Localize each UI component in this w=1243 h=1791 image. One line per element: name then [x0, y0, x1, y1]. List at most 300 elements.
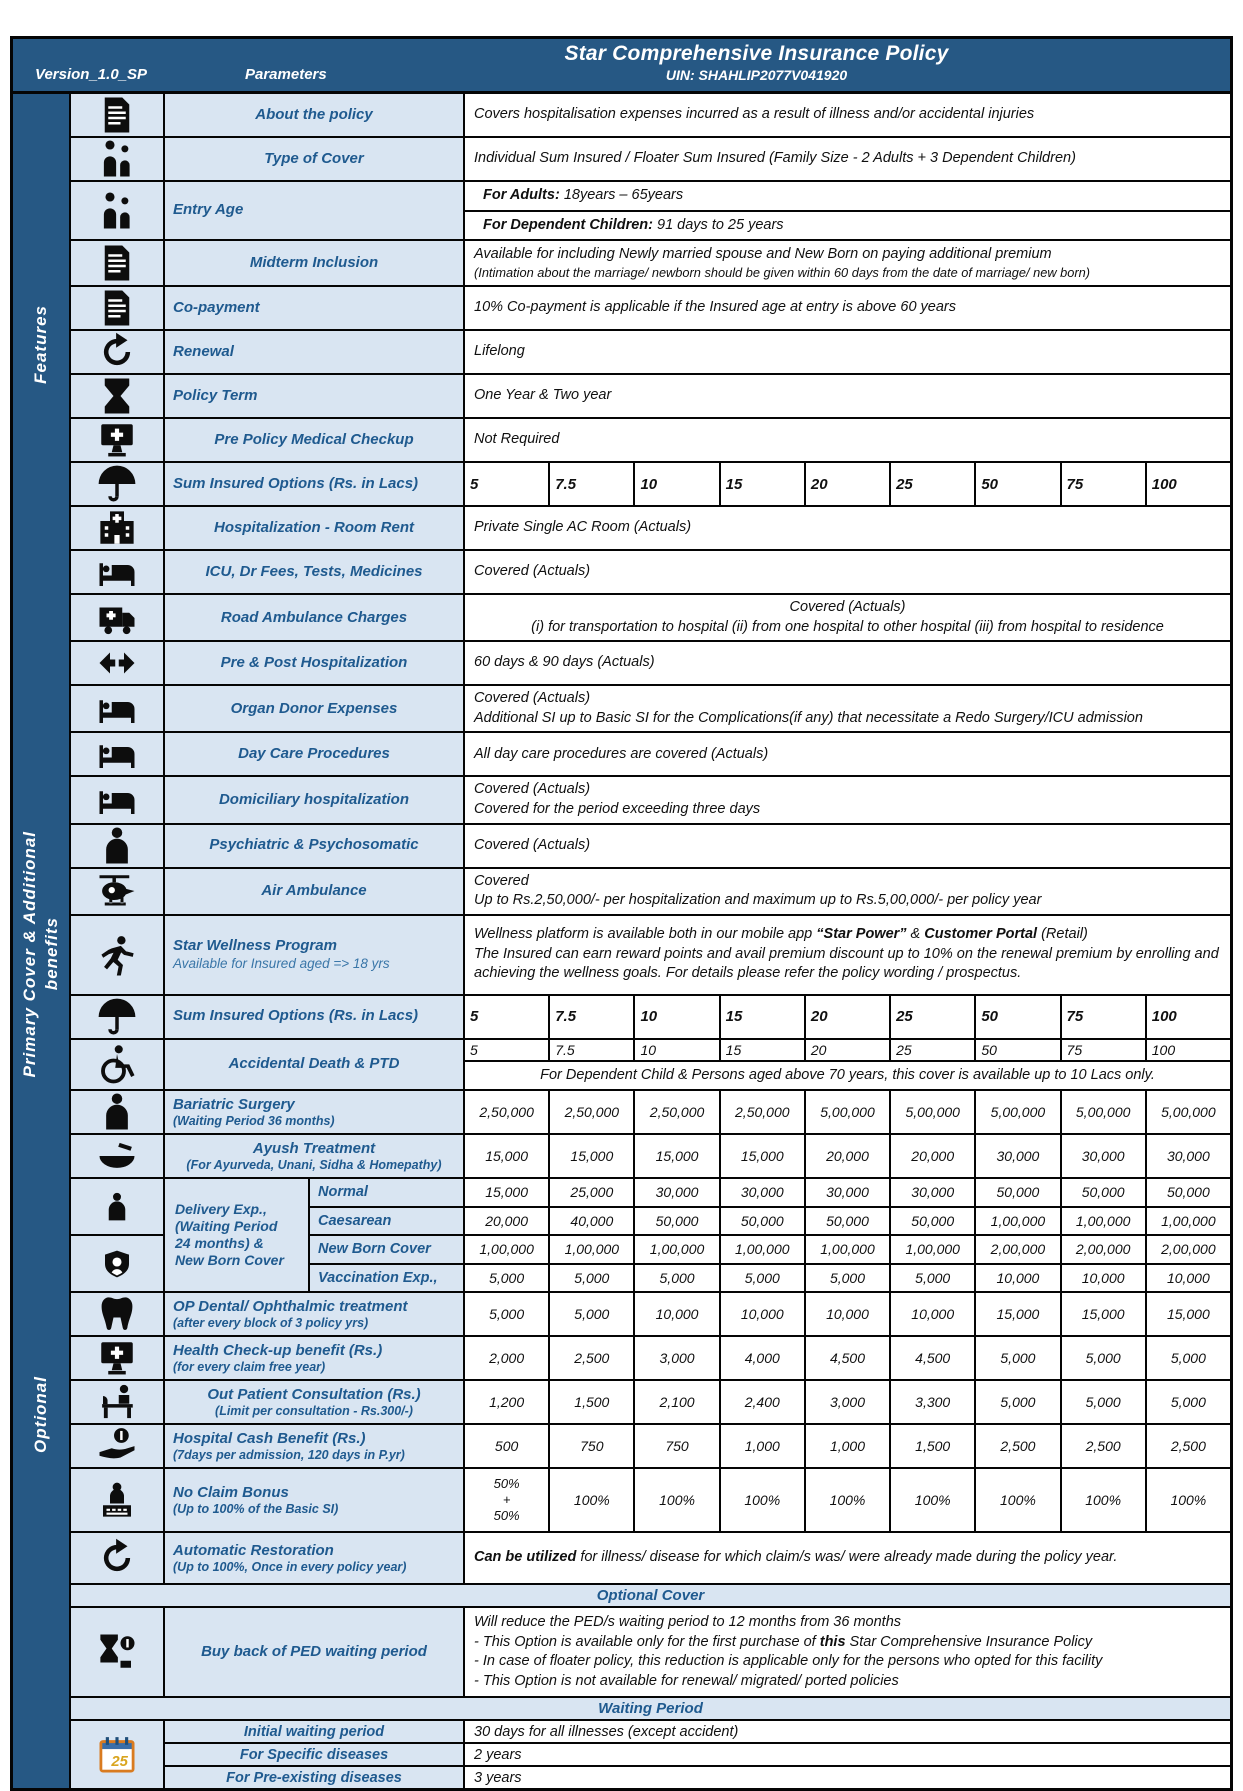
value-cell: 3,000 — [804, 1381, 889, 1423]
value-cell: 5 — [470, 475, 479, 493]
value-cell: 20,000 — [485, 1212, 529, 1229]
value-cell: 2,000 — [489, 1350, 525, 1367]
umbrella-icon — [88, 996, 146, 1038]
delivery-caesarean — [310, 1206, 1230, 1235]
value-cell: 2,00,000 — [1060, 1236, 1145, 1263]
parameter-label-cell — [165, 825, 465, 867]
value-columns — [465, 1337, 1230, 1379]
sheet-header — [13, 39, 1230, 94]
value-cell: 7.5 — [548, 463, 633, 505]
value-cell: 2,50,000 — [548, 1091, 633, 1133]
ambulance-icon — [88, 597, 146, 639]
value-area — [465, 686, 1230, 731]
icon-cell — [71, 1533, 165, 1583]
parameter-label: Ayush Treatment — [252, 1139, 376, 1157]
parameters-column-label: Parameters — [245, 66, 327, 83]
icu-dr-fees-tests-medicines — [71, 549, 1230, 593]
sum-insured-options-1 — [71, 461, 1230, 505]
value-line: Covered (Actuals) — [474, 690, 591, 707]
value-cell: 1,00,000 — [889, 1236, 974, 1263]
value-cell: 15,000 — [719, 1135, 804, 1177]
value-lines — [465, 94, 1230, 136]
value-cell: 15,000 — [633, 1135, 718, 1177]
value-area — [465, 916, 1230, 994]
value-line: Will reduce the PED/s waiting period to 12 months from 36 months — [474, 1614, 902, 1631]
parameter-label: Hospitalization - Room Rent — [214, 518, 414, 536]
value-cell: 10 — [633, 996, 718, 1038]
table-body — [69, 94, 1230, 1788]
parameter-label: Co-payment — [173, 298, 260, 316]
value-cell: 5,000 — [974, 1381, 1059, 1423]
parameter-label-cell — [165, 1381, 465, 1423]
parameter-label-cell — [165, 331, 465, 373]
value-columns — [465, 1091, 1230, 1133]
value-line: 60 days & 90 days (Actuals) — [474, 654, 655, 671]
value-cell: 30,000 — [1060, 1135, 1145, 1177]
delivery-normal — [310, 1179, 1230, 1206]
value-cell: 1,00,000 — [633, 1236, 718, 1263]
value-cell: 1,00,000 — [548, 1236, 633, 1263]
hand-card-icon — [88, 287, 146, 329]
parameter-label-cell — [165, 94, 465, 136]
value-line: - This Option is available only for the first purchase of this Star Comprehensive Insurance Policy — [474, 1633, 1093, 1650]
parameter-label: Hospital Cash Benefit (Rs.) — [173, 1429, 366, 1447]
value-cell: 30,000 — [804, 1179, 889, 1206]
value-cell: 15 — [719, 463, 804, 505]
parameter-label: Star Wellness Program — [173, 937, 337, 955]
cash-hand-icon — [88, 1425, 146, 1467]
value-cell: 30,000 — [633, 1179, 718, 1206]
value-line: Covers hospitalisation expenses incurred as a result of illness and/or accidental injuries — [474, 106, 1035, 123]
value-area — [465, 94, 1230, 136]
icon-half — [71, 1234, 163, 1291]
stack-part — [465, 182, 1230, 210]
icon-cell — [71, 182, 165, 239]
value-area — [465, 595, 1230, 640]
automatic-restoration — [71, 1531, 1230, 1583]
value-columns — [465, 1208, 1230, 1235]
value-area — [465, 1533, 1230, 1583]
value-line: Individual Sum Insured / Floater Sum Insured (Family Size - 2 Adults + 3 Dependent Children) — [474, 150, 1076, 167]
value-lines — [465, 551, 1230, 593]
value-columns — [465, 463, 1230, 505]
newborn-shield-icon — [95, 1248, 139, 1280]
parameter-label: Organ Donor Expenses — [230, 699, 398, 717]
value-area — [465, 138, 1230, 180]
value-cell: 50,000 — [804, 1208, 889, 1235]
value-area — [465, 1425, 1230, 1467]
value-line: One Year & Two year — [474, 387, 612, 404]
delivery-sub-rows — [310, 1179, 1230, 1291]
value-area — [465, 825, 1230, 867]
value-cell: 10,000 — [633, 1293, 718, 1335]
value-cell: 2,50,000 — [719, 1091, 804, 1133]
star-wellness-program — [71, 914, 1230, 994]
value-cell: 15,000 — [1060, 1293, 1145, 1335]
value-area — [465, 642, 1230, 684]
optional-cover-header — [71, 1583, 1230, 1606]
value-cell: 1,00,000 — [719, 1236, 804, 1263]
herbal-bowl-icon — [88, 1135, 146, 1177]
left-right-arrows-icon — [88, 642, 146, 684]
parameter-label-cell — [165, 595, 465, 640]
value-lines — [465, 595, 1230, 640]
value-cell: 2,500 — [1145, 1425, 1230, 1467]
value-cell: 5,000 — [1060, 1337, 1145, 1379]
parameter-label: Type of Cover — [264, 149, 364, 167]
value-cell: 25 — [889, 463, 974, 505]
no-claim-bonus-icon — [88, 1479, 146, 1521]
value-columns — [465, 1040, 1230, 1060]
value-cell: 100% — [804, 1469, 889, 1531]
value-area — [465, 241, 1230, 285]
value-cell: 10,000 — [1060, 1265, 1145, 1292]
initial-waiting-period — [165, 1721, 1230, 1742]
value-line: 10% Co-payment is applicable if the Insured age at entry is above 60 years — [474, 299, 956, 316]
domiciliary-hospitalization — [71, 775, 1230, 822]
value-cell: 1,00,000 — [974, 1208, 1059, 1235]
value-area — [465, 996, 1230, 1038]
value-cell: 20,000 — [889, 1135, 974, 1177]
value-cell: 100% — [633, 1469, 718, 1531]
value-cell: 25,000 — [548, 1179, 633, 1206]
parameter-label-cell — [165, 1040, 465, 1090]
type-of-cover — [71, 136, 1230, 180]
value-cell: 10 — [633, 1040, 718, 1060]
icon-cell — [71, 94, 165, 136]
value-cell: 50,000 — [1060, 1179, 1145, 1206]
icon-cell — [71, 777, 165, 822]
value-cell: 15,000 — [974, 1293, 1059, 1335]
sub-row-label: Vaccination Exp., — [310, 1265, 465, 1292]
value-cell: 50,000 — [974, 1179, 1059, 1206]
value-line: Additional SI up to Basic SI for the Complications(if any) that necessitate a Redo Surgery/ICU admission — [474, 709, 1143, 726]
value-cell: 5,000 — [804, 1265, 889, 1292]
value-lines — [465, 869, 1230, 914]
policy-sheet — [10, 36, 1233, 1791]
value-cell: 5,000 — [548, 1293, 633, 1335]
sum-insured-options-2 — [71, 994, 1230, 1038]
value-cell: 5,000 — [548, 1265, 633, 1292]
value-line: (i) for transportation to hospital (ii) from one hospital to other hospital (iii) from hospital to residence — [531, 618, 1164, 635]
value-area — [465, 1091, 1230, 1133]
value-cell: 1,00,000 — [479, 1241, 534, 1258]
value-columns — [465, 1236, 1230, 1263]
value-cell: 5,000 — [633, 1265, 718, 1292]
value-line: 50% — [493, 1508, 520, 1524]
parameter-label: Out Patient Consultation (Rs.) — [207, 1385, 421, 1403]
health-checkup-icon — [88, 1337, 146, 1379]
value-cell: 7.5 — [548, 996, 633, 1038]
value-area — [465, 1608, 1230, 1696]
id-document-icon — [88, 242, 146, 284]
parameter-label: ICU, Dr Fees, Tests, Medicines — [205, 562, 423, 580]
parameter-label-cell — [165, 1091, 465, 1133]
value-cell: 15 — [719, 1040, 804, 1060]
value-cell: 15 — [719, 996, 804, 1038]
icon-cell — [71, 1040, 165, 1090]
value-lines — [465, 1608, 1230, 1696]
icon-cell — [71, 1425, 165, 1467]
icon-cell — [71, 869, 165, 914]
value-cell: 3,000 — [633, 1337, 718, 1379]
parameter-sublabel: (For Ayurveda, Unani, Sidha & Homepathy) — [186, 1157, 442, 1172]
parameter-label-cell — [165, 1608, 465, 1696]
value-cell: 20,000 — [804, 1135, 889, 1177]
icon-cell — [71, 1721, 165, 1788]
value-stack — [465, 1040, 1230, 1090]
version-label: Version_1.0_SP — [35, 66, 148, 83]
specific-diseases-waiting — [165, 1742, 1230, 1765]
value-area — [465, 375, 1230, 417]
value-cell: 15,000 — [548, 1135, 633, 1177]
home-care-bed-icon — [88, 779, 146, 821]
value-area — [465, 1135, 1230, 1177]
parameter-label-cell — [165, 642, 465, 684]
value-cell: 2,100 — [633, 1381, 718, 1423]
delivery-newborn-group — [71, 1177, 1230, 1291]
value-line: - In case of floater policy, this reduction is applicable only for the persons who opted for this facility — [474, 1653, 1103, 1670]
value-cell: 5,000 — [489, 1306, 525, 1323]
icon-cell — [71, 331, 165, 373]
parameter-label-cell — [165, 996, 465, 1038]
sidebar-section-optional — [13, 1264, 69, 1564]
renewal-cycle-icon — [88, 331, 146, 373]
waiting-row-label: For Pre-existing diseases — [165, 1767, 465, 1788]
parameter-label-cell — [165, 1425, 465, 1467]
icon-cell — [71, 463, 165, 505]
parameter-label: New Born Cover — [175, 1252, 284, 1269]
parameter-label: Accidental Death & PTD — [228, 1055, 400, 1073]
ayush-treatment — [71, 1133, 1230, 1177]
icon-cell — [71, 1608, 165, 1696]
value-cell: 1,000 — [804, 1425, 889, 1467]
value-cell: 75 — [1060, 463, 1145, 505]
value-cell: 1,500 — [889, 1425, 974, 1467]
umbrella-icon — [88, 463, 146, 505]
psychiatric-psychosomatic — [71, 823, 1230, 867]
parameter-label: No Claim Bonus — [173, 1483, 289, 1501]
value-line: + — [502, 1492, 511, 1508]
parameter-label: Entry Age — [173, 201, 244, 219]
icon-cell — [71, 825, 165, 867]
parameter-sublabel: Available for Insured aged => 18 yrs — [173, 955, 390, 971]
waiting-row-value: 2 years — [474, 1746, 522, 1763]
value-lines — [465, 419, 1230, 461]
icon-cell — [71, 916, 165, 994]
value-cell: 2,500 — [974, 1425, 1059, 1467]
value-cell: 30,000 — [889, 1179, 974, 1206]
value-cell: 750 — [548, 1425, 633, 1467]
value-cell: 20 — [804, 1040, 889, 1060]
parameter-label: About the policy — [255, 105, 373, 123]
about-the-policy — [71, 94, 1230, 136]
value-area — [465, 551, 1230, 593]
age-group-icon — [88, 190, 146, 232]
value-cell: 2,50,000 — [479, 1104, 534, 1121]
waiting-period-header — [71, 1696, 1230, 1719]
parameter-label-cell — [165, 463, 465, 505]
value-line: Up to Rs.2,50,000/- per hospitalization and maximum up to Rs.5,00,000/- per policy year — [474, 892, 1042, 909]
value-cell: 100% — [548, 1469, 633, 1531]
air-ambulance — [71, 867, 1230, 914]
value-cell: 100 — [1145, 463, 1230, 505]
parameter-label-cell — [165, 686, 465, 731]
parameter-label-cell — [165, 138, 465, 180]
value-cell: 5,000 — [1145, 1337, 1230, 1379]
parameter-label: Pre & Post Hospitalization — [220, 654, 408, 672]
certificate-hand-icon — [88, 94, 146, 136]
hourglass-icon — [88, 375, 146, 417]
value-lines — [465, 777, 1230, 822]
value-cell: 5,000 — [1060, 1381, 1145, 1423]
value-line: Private Single AC Room (Actuals) — [474, 519, 692, 536]
parameter-label: Policy Term — [173, 386, 258, 404]
sub-row-label: Normal — [310, 1179, 465, 1206]
parameter-label-cell — [165, 733, 465, 775]
value-cell: 100 — [1145, 1040, 1230, 1060]
pre-post-hospitalization — [71, 640, 1230, 684]
value-cell: 3,300 — [889, 1381, 974, 1423]
parameter-label: Bariatric Surgery — [173, 1095, 295, 1113]
sheet-main — [13, 94, 1230, 1788]
value-cell: 75 — [1060, 996, 1145, 1038]
sidebar-section-primary-cover — [13, 674, 69, 1234]
value-lines — [465, 825, 1230, 867]
op-dental-ophthalmic — [71, 1291, 1230, 1335]
value-line: Covered (Actuals) — [789, 599, 906, 616]
value-cell: 50 — [974, 1040, 1059, 1060]
waiting-period-group — [71, 1719, 1230, 1788]
parameter-sublabel: (7days per admission, 120 days in P.yr) — [173, 1447, 405, 1462]
value-line: 50% — [493, 1475, 520, 1491]
value-lines — [465, 733, 1230, 775]
parameter-label: Road Ambulance Charges — [220, 608, 408, 626]
value-cell: 50 — [974, 463, 1059, 505]
icon-cell — [71, 1293, 165, 1335]
value-cell: 4,500 — [889, 1337, 974, 1379]
value-lines — [465, 507, 1230, 549]
parameter-label: Health Check-up benefit (Rs.) — [173, 1341, 383, 1359]
value-cell: 15,000 — [485, 1148, 529, 1165]
title-block — [453, 42, 1060, 83]
value-columns — [465, 1265, 1230, 1292]
value-cell: 1,00,000 — [804, 1236, 889, 1263]
value-cell: 2,00,000 — [1145, 1236, 1230, 1263]
icon-cell — [71, 642, 165, 684]
value-area — [465, 463, 1230, 505]
value-lines — [465, 375, 1230, 417]
value-cell: 100% — [719, 1469, 804, 1531]
value-cell: 1,500 — [548, 1381, 633, 1423]
parameter-label: 24 months) & — [175, 1235, 264, 1252]
helicopter-icon — [88, 870, 146, 912]
no-claim-bonus — [71, 1467, 1230, 1531]
value-cell: 5,000 — [1145, 1381, 1230, 1423]
parameter-label: Pre Policy Medical Checkup — [214, 430, 414, 448]
icon-cell — [71, 1135, 165, 1177]
icon-cell — [71, 686, 165, 731]
value-cell — [465, 1469, 548, 1531]
value-cell: 4,000 — [719, 1337, 804, 1379]
entry-age — [71, 180, 1230, 239]
value-area — [465, 1293, 1230, 1335]
parameter-label: OP Dental/ Ophthalmic treatment — [173, 1297, 408, 1315]
value-line: For Adults: 18years – 65years — [483, 187, 684, 203]
value-line: For Dependent Child & Persons aged above 70 years, this cover is available up to 10 Lacs only. — [540, 1066, 1155, 1083]
icon-half — [71, 1179, 163, 1234]
waiting-row-value: 30 days for all illnesses (except accident) — [474, 1723, 739, 1740]
value-cell: 1,200 — [489, 1394, 525, 1411]
icon-cell — [71, 1469, 165, 1531]
icon-cell — [71, 419, 165, 461]
value-cell: 2,500 — [548, 1337, 633, 1379]
value-line: Can be utilized for illness/ disease for which claim/s was/ were already made during the policy year. — [474, 1549, 1118, 1566]
value-columns — [465, 1425, 1230, 1467]
value-lines — [465, 1533, 1230, 1583]
road-ambulance-charges — [71, 593, 1230, 640]
value-line: All day care procedures are covered (Actuals) — [474, 745, 769, 762]
sidebar-section-label: Primary Cover & Additional — [20, 830, 39, 1078]
policy-title: Star Comprehensive Insurance Policy — [564, 42, 949, 65]
sub-row-label: Caesarean — [310, 1208, 465, 1235]
value-cell: 50 — [974, 996, 1059, 1038]
icon-cell — [71, 1337, 165, 1379]
parameter-label-cell — [165, 1337, 465, 1379]
value-cell: 15,000 — [1145, 1293, 1230, 1335]
value-cell: 2,00,000 — [974, 1236, 1059, 1263]
value-cell: 750 — [633, 1425, 718, 1467]
value-cell: 100% — [1145, 1469, 1230, 1531]
parameter-label-cell — [165, 182, 465, 239]
stack-part — [465, 1040, 1230, 1060]
value-line: Covered (Actuals) — [474, 563, 591, 580]
new-born-cover — [310, 1234, 1230, 1263]
icon-cell — [71, 241, 165, 285]
value-line: Lifelong — [474, 343, 525, 360]
section-header-label: Waiting Period — [71, 1698, 1230, 1719]
parameter-label: Sum Insured Options (Rs. in Lacs) — [173, 1007, 419, 1025]
icon-cell — [71, 733, 165, 775]
out-patient-consultation — [71, 1379, 1230, 1423]
parameter-label-cell — [165, 1293, 465, 1335]
value-cell: 1,00,000 — [1060, 1208, 1145, 1235]
value-cell: 25 — [889, 996, 974, 1038]
value-lines — [465, 287, 1230, 329]
value-lines — [465, 331, 1230, 373]
parameter-label-cell — [165, 1469, 465, 1531]
parameter-label: (Waiting Period — [175, 1218, 278, 1235]
value-lines — [465, 686, 1230, 731]
icon-cell — [71, 551, 165, 593]
waiting-row-label: Initial waiting period — [165, 1721, 465, 1742]
value-cell: 5,000 — [889, 1265, 974, 1292]
parameter-sublabel: (Up to 100% of the Basic SI) — [173, 1501, 339, 1516]
sidebar-section-label: Features — [31, 304, 50, 384]
restoration-icon — [88, 1537, 146, 1579]
icon-cell — [71, 595, 165, 640]
medical-checkup-monitor-icon — [88, 419, 146, 461]
value-cell: 100% — [974, 1469, 1059, 1531]
pregnant-woman-icon — [95, 1191, 139, 1223]
value-cell: 5,000 — [719, 1265, 804, 1292]
parameter-label-cell — [165, 869, 465, 914]
family-icon — [88, 138, 146, 180]
value-cell: 100% — [1060, 1469, 1145, 1531]
renewal — [71, 329, 1230, 373]
tooth-eye-icon — [88, 1293, 146, 1335]
value-line: Covered (Actuals) — [474, 836, 591, 853]
